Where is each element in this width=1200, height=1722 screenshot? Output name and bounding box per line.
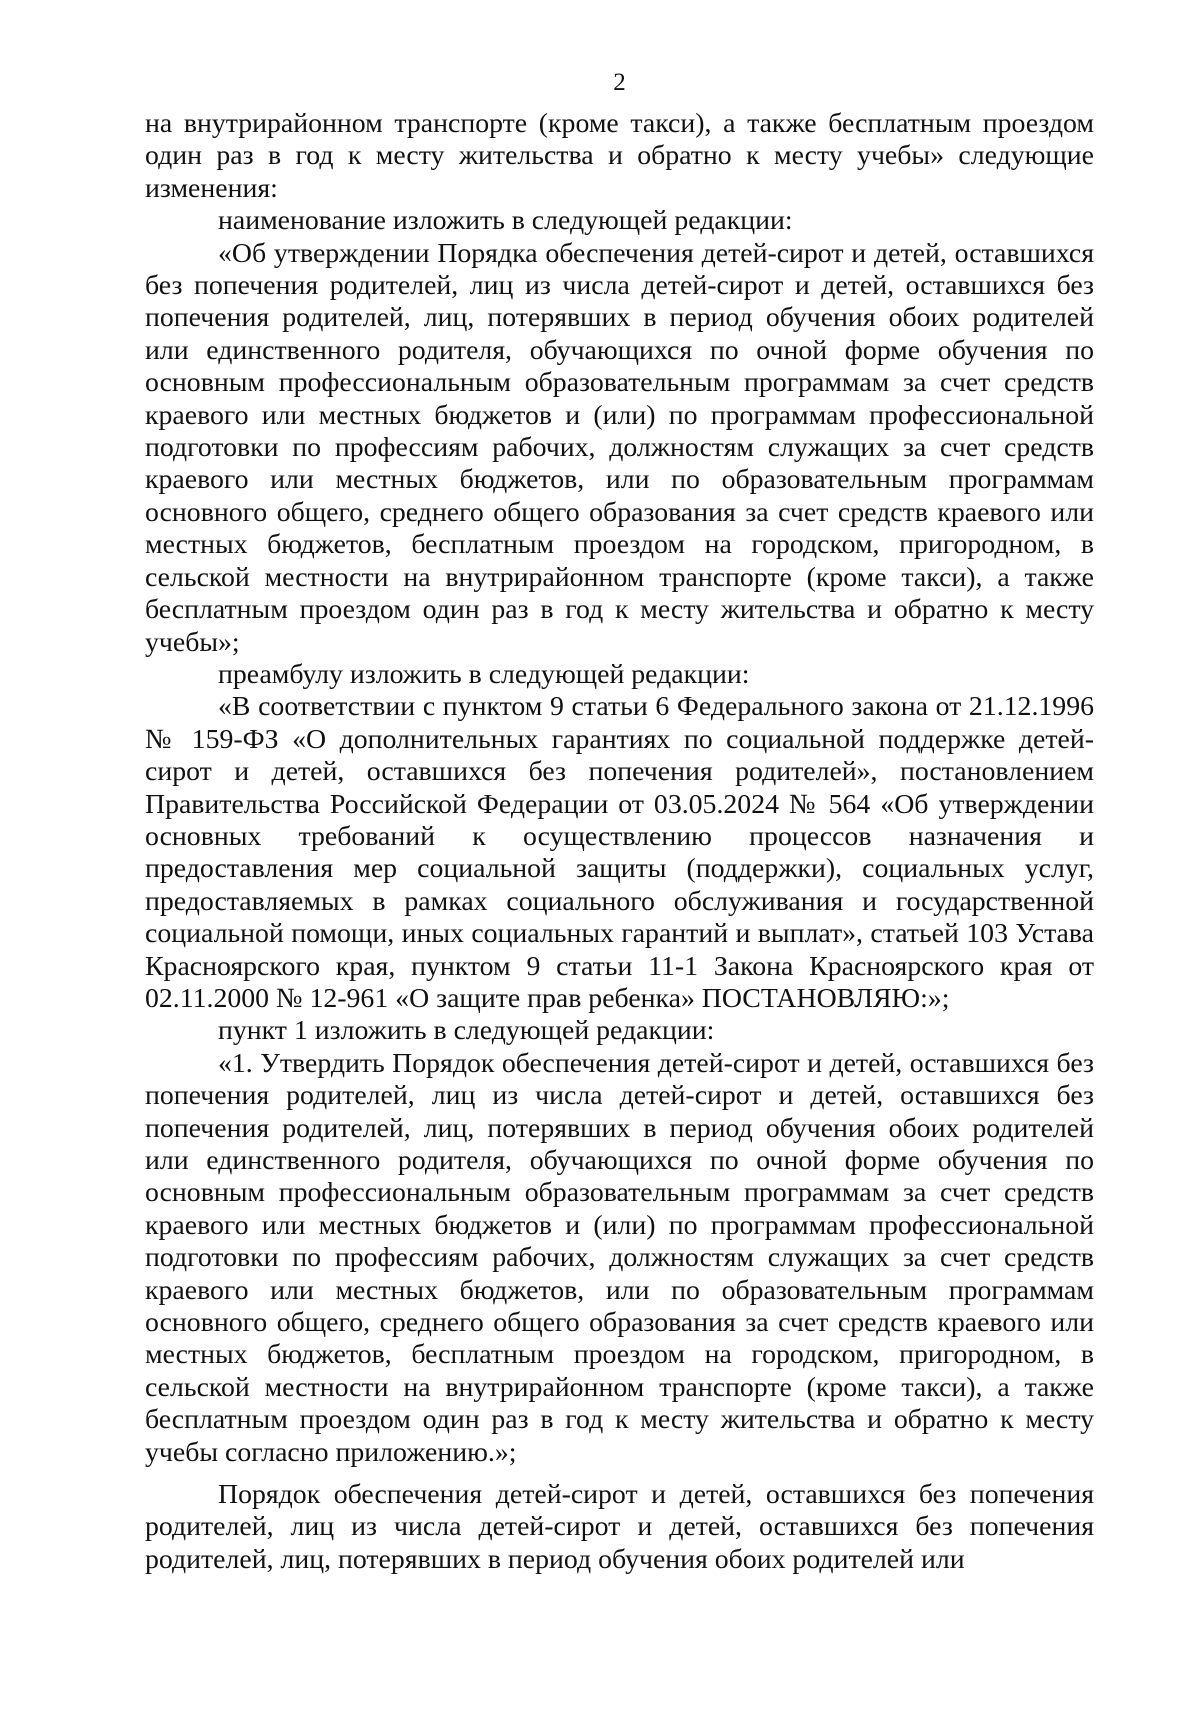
paragraph-new-title: «Об утверждении Порядка обеспечения детей-сирот и детей, оставшихся без попечения родителей, лиц из числа детей-сирот и детей, оставшихся без попечения родителей, лиц, потерявших в период обучения обоих родителей или единственного родителя, обучающихся по очной форме обучения по основным профессиональным образовательным программам за счет средств краевого или местных бюджетов и (или) по программам профессиональной подготовки по профессиям рабочих, должностям служащих за счет средств краевого или местных бюджетов, или по образовательным программам основного общего, среднего общего образования за счет средств краевого или местных бюджетов, бесплатным проездом на городском, пригородном, в сельской местности на внутрирайонном транспорте (кроме такси), а также бесплатным проездом один раз в год к месту жительства и обратно к месту учебы»;: [145, 237, 1094, 658]
paragraph-title-change: наименование изложить в следующей редакции:: [218, 205, 793, 237]
paragraph-item1-change: пункт 1 изложить в следующей редакции:: [218, 1015, 715, 1047]
page-number: 2: [613, 69, 626, 96]
paragraph-procedure: Порядок обеспечения детей-сирот и детей, оставшихся без попечения родителей, лиц из числа детей-сирот и детей, оставшихся без попечения родителей, лиц, потерявших в период обучения обоих родителей или: [145, 1479, 1094, 1575]
paragraph-preamble-change: преамбулу изложить в следующей редакции:: [218, 658, 750, 690]
paragraph-new-preamble: «В соответствии с пунктом 9 статьи 6 Федерального закона от 21.12.1996 № 159-ФЗ «О дополнительных гарантиях по социальной поддержке детей-сирот и детей, оставшихся без попечения родителей», постановлением Правительства Российской Федерации от 03.05.2024 № 564 «Об утверждении основных требований к осуществлению процессов назначения и предоставления мер социальной защиты (поддержки), социальных услуг, предоставляемых в рамках социального обслуживания и государственной социальной помощи, иных социальных гарантий и выплат», статьей 103 Устава Красноярского края, пунктом 9 статьи 11-1 Закона Красноярского края от 02.11.2000 № 12-961 «О защите прав ребенка» ПОСТАНОВЛЯЮ:»;: [145, 691, 1094, 1014]
paragraph-intro-continuation: на внутрирайонном транспорте (кроме такси), а также бесплатным проездом один раз в год к месту жительства и обратно к месту учебы» следующие изменения:: [145, 108, 1094, 204]
paragraph-new-item1: «1. Утвердить Порядок обеспечения детей-сирот и детей, оставшихся без попечения родителей, лиц из числа детей-сирот и детей, оставшихся без попечения родителей, лиц, потерявших в период обучения обоих родителей или единственного родителя, обучающихся по очной форме обучения по основным профессиональным образовательным программам за счет средств краевого или местных бюджетов и (или) по программам профессиональной подготовки по профессиям рабочих, должностям служащих за счет средств краевого или местных бюджетов, или по образовательным программам основного общего, среднего общего образования за счет средств краевого или местных бюджетов, бесплатным проездом на городском, пригородном, в сельской местности на внутрирайонном транспорте (кроме такси), а также бесплатным проездом один раз в год к месту жительства и обратно к месту учебы согласно приложению.»;: [145, 1047, 1094, 1468]
